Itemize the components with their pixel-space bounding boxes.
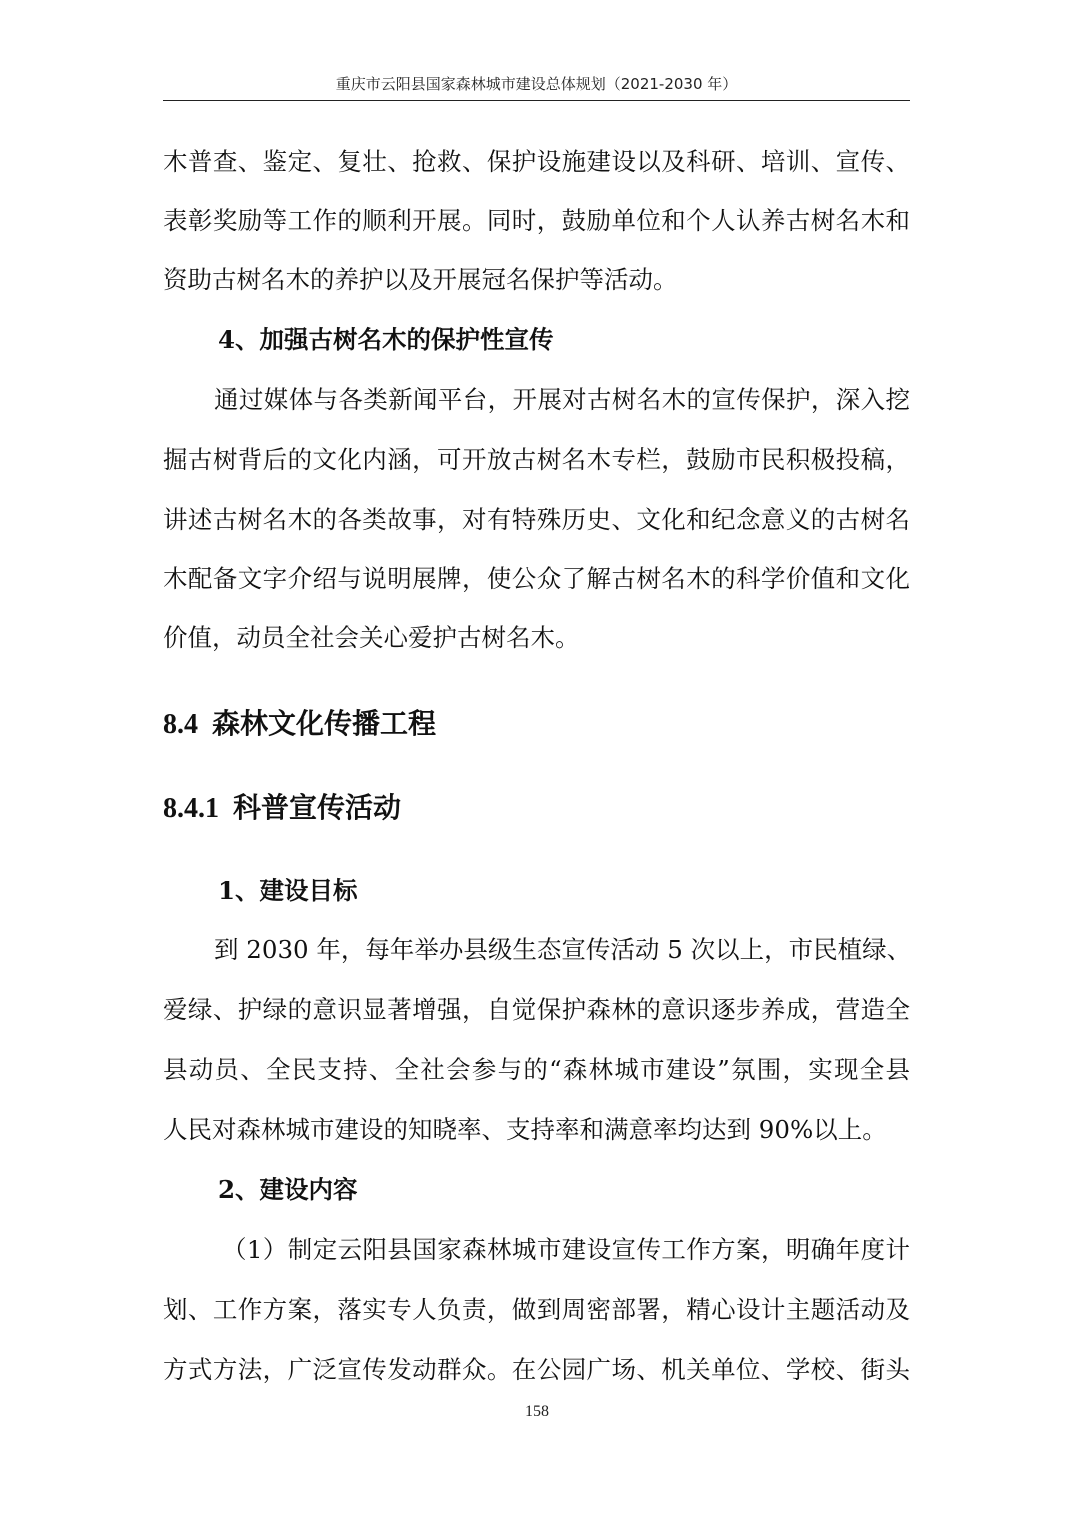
paragraph-line: 人民对森林城市建设的知晓率、支持率和满意率均达到 90%以上。 — [163, 1115, 887, 1144]
item-heading: 2、建设内容 — [218, 1175, 358, 1204]
paragraph-line: 通过媒体与各类新闻平台，开展对古树名木的宣传保护，深入挖 — [214, 385, 910, 414]
section-number: 8.4 — [163, 709, 198, 740]
section-heading — [163, 702, 436, 747]
subsection-heading — [163, 786, 401, 831]
section-title: 森林文化传播工程 — [212, 707, 437, 740]
paragraph-line: 讲述古树名木的各类故事，对有特殊历史、文化和纪念意义的古树名 — [163, 505, 910, 534]
paragraph-line: 表彰奖励等工作的顺利开展。同时，鼓励单位和个人认养古树名木和 — [163, 206, 910, 235]
subsection-title: 科普宣传活动 — [233, 791, 402, 824]
running-header: 重庆市云阳县国家森林城市建设总体规划（2021-2030 年） — [163, 72, 910, 101]
subsection-number: 8.4.1 — [163, 793, 219, 824]
paragraph-line: 到 2030 年，每年举办县级生态宣传活动 5 次以上，市民植绿、 — [214, 935, 912, 964]
paragraph-line: （1）制定云阳县国家森林城市建设宣传工作方案，明确年度计 — [222, 1235, 910, 1264]
paragraph-line: 木配备文字介绍与说明展牌，使公众了解古树名木的科学价值和文化 — [163, 564, 910, 593]
paragraph-line: 掘古树背后的文化内涵，可开放古树名木专栏，鼓励市民积极投稿， — [163, 445, 910, 474]
paragraph-line: 爱绿、护绿的意识显著增强，自觉保护森林的意识逐步养成，营造全 — [163, 995, 910, 1024]
paragraph-line: 划、工作方案，落实专人负责，做到周密部署，精心设计主题活动及 — [163, 1295, 910, 1324]
paragraph-line: 价值，动员全社会关心爱护古树名木。 — [163, 623, 580, 652]
item-heading: 4、加强古树名木的保护性宣传 — [218, 325, 554, 354]
paragraph-line: 方式方法，广泛宣传发动群众。在公园广场、机关单位、学校、街头 — [163, 1355, 910, 1384]
paragraph-line: 木普查、鉴定、复壮、抢救、保护设施建设以及科研、培训、宣传、 — [163, 147, 910, 176]
item-heading: 1、建设目标 — [218, 876, 358, 905]
page-number: 158 — [525, 1403, 549, 1420]
paragraph-line: 县动员、全民支持、全社会参与的“森林城市建设”氛围，实现全县 — [163, 1055, 910, 1084]
paragraph-line: 资助古树名木的养护以及开展冠名保护等活动。 — [163, 265, 678, 294]
